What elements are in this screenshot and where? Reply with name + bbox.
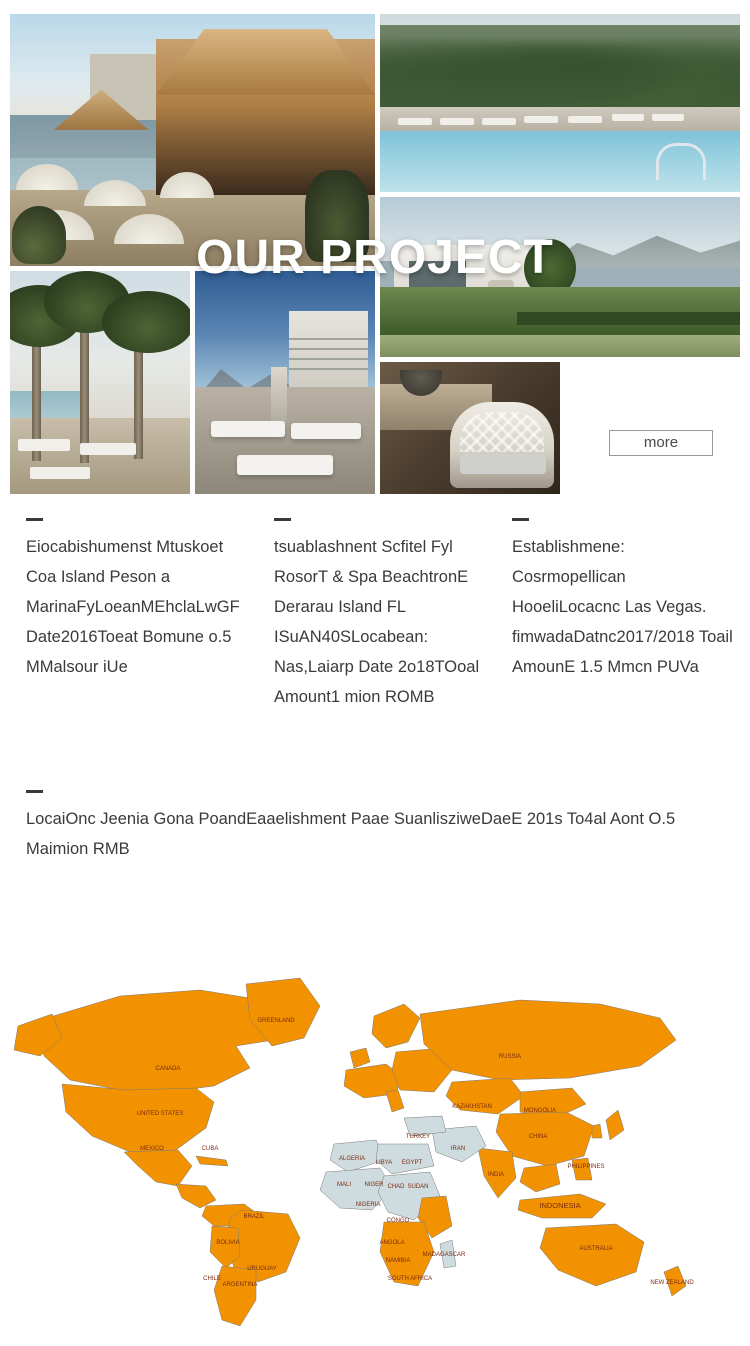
world-map — [0, 960, 750, 1346]
map-label-turkey: TURKEY — [405, 1134, 431, 1140]
gallery-image-modern-villa-hedge[interactable] — [380, 197, 740, 357]
map-label-mongolia: MONGOLIA — [523, 1108, 557, 1114]
woven-lounge-chair — [450, 402, 554, 488]
page-title: OUR PROJECT — [196, 231, 554, 284]
sun-lounger — [612, 114, 644, 121]
map-label-indonesia: INDONESIA — [539, 1201, 581, 1210]
map-label-new-zealand: NEW ZEALAND — [650, 1280, 694, 1286]
gallery-image-pool-cypress-trees[interactable] — [380, 14, 740, 192]
column-rule — [26, 790, 43, 793]
map-label-argentina: ARGENTINA — [222, 1282, 258, 1288]
sun-lounger — [568, 116, 602, 123]
sun-lounger — [652, 114, 684, 121]
map-label-chile: CHILE — [203, 1276, 221, 1282]
map-label-chad: CHAD — [387, 1184, 405, 1190]
map-label-greenland: GREENLAND — [257, 1018, 295, 1024]
more-button[interactable]: more — [609, 430, 713, 456]
map-label-mali: MALI — [336, 1182, 352, 1188]
map-label-congo: CONGO — [386, 1218, 410, 1224]
column-rule — [26, 518, 43, 521]
map-label-sudan: SUDAN — [407, 1184, 429, 1190]
map-label-china: CHINA — [528, 1134, 548, 1140]
chair-cushion — [460, 454, 546, 474]
sun-bed — [80, 443, 136, 455]
map-label-india: INDIA — [487, 1172, 505, 1178]
map-label-nigeria: NIGERIA — [355, 1202, 381, 1208]
map-label-bolivia: BOLIVIA — [216, 1240, 240, 1246]
column-2-text: tsuablashnent Scfitel Fyl RosorT & Spa BeachtronE Derarau Island FL ISuAN40SLocabean: Nas,Laiarp Date 2o18TOoal Amount1 mion ROMB — [274, 538, 480, 706]
map-label-cuba: CUBA — [201, 1146, 219, 1152]
country-southeast-asia — [520, 1164, 560, 1192]
sun-bed — [291, 423, 361, 439]
sun-lounger — [440, 118, 474, 125]
country-cuba — [196, 1156, 228, 1166]
sun-lounger — [524, 116, 558, 123]
gallery-image-terrace-sunbeds[interactable] — [195, 271, 375, 494]
project-description-column-1 — [26, 518, 254, 682]
pool-ladder-rail — [656, 143, 706, 180]
column-rule — [512, 518, 529, 521]
column-rule — [274, 518, 291, 521]
map-label-russia: RUSSIA — [498, 1054, 522, 1060]
lawn — [380, 335, 740, 357]
gallery-image-outdoor-chair-table[interactable] — [380, 362, 560, 494]
column-wide-text: LocaiOnc Jeenia Gona PoandEaaelishment Paae SuanlisziweDaeE 201s To4al Aont O.5 Maimion RMB — [26, 810, 676, 858]
balcony-lines — [289, 338, 368, 340]
sun-bed — [237, 455, 333, 475]
map-label-uruguay: URUGUAY — [247, 1266, 277, 1272]
country-japan — [606, 1110, 624, 1140]
foreground-plant — [12, 206, 66, 264]
column-1-text: Eiocabishumenst Mtuskoet Coa Island Peson a MarinaFyLoeanMEhclaLwGF Date2016Toeat Bomune o.5 MMalsour iUe — [26, 538, 240, 676]
map-label-algeria: ALGERIA — [338, 1156, 366, 1162]
country-united-states — [62, 1084, 214, 1152]
project-description-column-wide — [26, 790, 726, 864]
country-uk-ireland — [350, 1048, 370, 1068]
country-mexico — [124, 1150, 192, 1186]
sun-bed — [211, 421, 285, 437]
map-label-united-states: UNITED STATES — [136, 1111, 184, 1117]
map-label-libya: LIBYA — [375, 1160, 393, 1166]
country-italy — [386, 1090, 404, 1112]
project-description-column-2 — [274, 518, 484, 712]
palm-crown — [102, 291, 190, 353]
map-label-namibia: NAMIBIA — [385, 1258, 411, 1264]
map-label-kazakhstan: KAZAKHSTAN — [452, 1104, 492, 1110]
map-label-australia: AUSTRALIA — [579, 1246, 613, 1252]
world-map-svg — [0, 960, 750, 1346]
map-label-iran: IRAN — [450, 1146, 466, 1152]
map-label-canada: CANADA — [155, 1066, 181, 1072]
country-argentina-chile — [214, 1266, 256, 1326]
map-label-egypt: EGYPT — [401, 1160, 423, 1166]
country-libya-egypt — [376, 1144, 434, 1174]
map-label-mexico: MEXICO — [140, 1146, 164, 1152]
cactus — [305, 170, 369, 262]
map-label-niger: NIGER — [364, 1182, 384, 1188]
column-3-text: Establishmene: Cosrmopellican HooeliLocacnc Las Vegas. fimwadaDatnc2017/2018 Toail AmounE 1.5 Mmcn PUVa — [512, 538, 733, 676]
cypress-treeline — [380, 25, 740, 110]
country-scandinavia — [372, 1004, 420, 1048]
country-central-america — [176, 1184, 216, 1208]
gallery-image-beach-club-thatched-roof[interactable] — [10, 14, 375, 266]
hedge-row — [517, 312, 740, 325]
map-label-angola: ANGOLA — [379, 1240, 405, 1246]
country-russia — [420, 1000, 676, 1080]
project-gallery — [10, 14, 740, 494]
map-label-philippines: PHILIPPINES — [567, 1164, 605, 1170]
country-australia — [540, 1224, 644, 1286]
sun-lounger — [398, 118, 432, 125]
gallery-image-palm-trees-poolside[interactable] — [10, 271, 190, 494]
map-label-south-africa: SOUTH AFRICA — [387, 1276, 433, 1282]
project-description-column-3 — [512, 518, 734, 682]
country-korea — [592, 1124, 602, 1138]
sculpture — [271, 367, 287, 423]
sun-bed — [18, 439, 70, 451]
map-label-madagascar: MADAGASCAR — [422, 1252, 466, 1258]
map-label-brazil: BRAZIL — [243, 1214, 265, 1220]
sun-lounger — [482, 118, 516, 125]
sun-bed — [30, 467, 90, 479]
